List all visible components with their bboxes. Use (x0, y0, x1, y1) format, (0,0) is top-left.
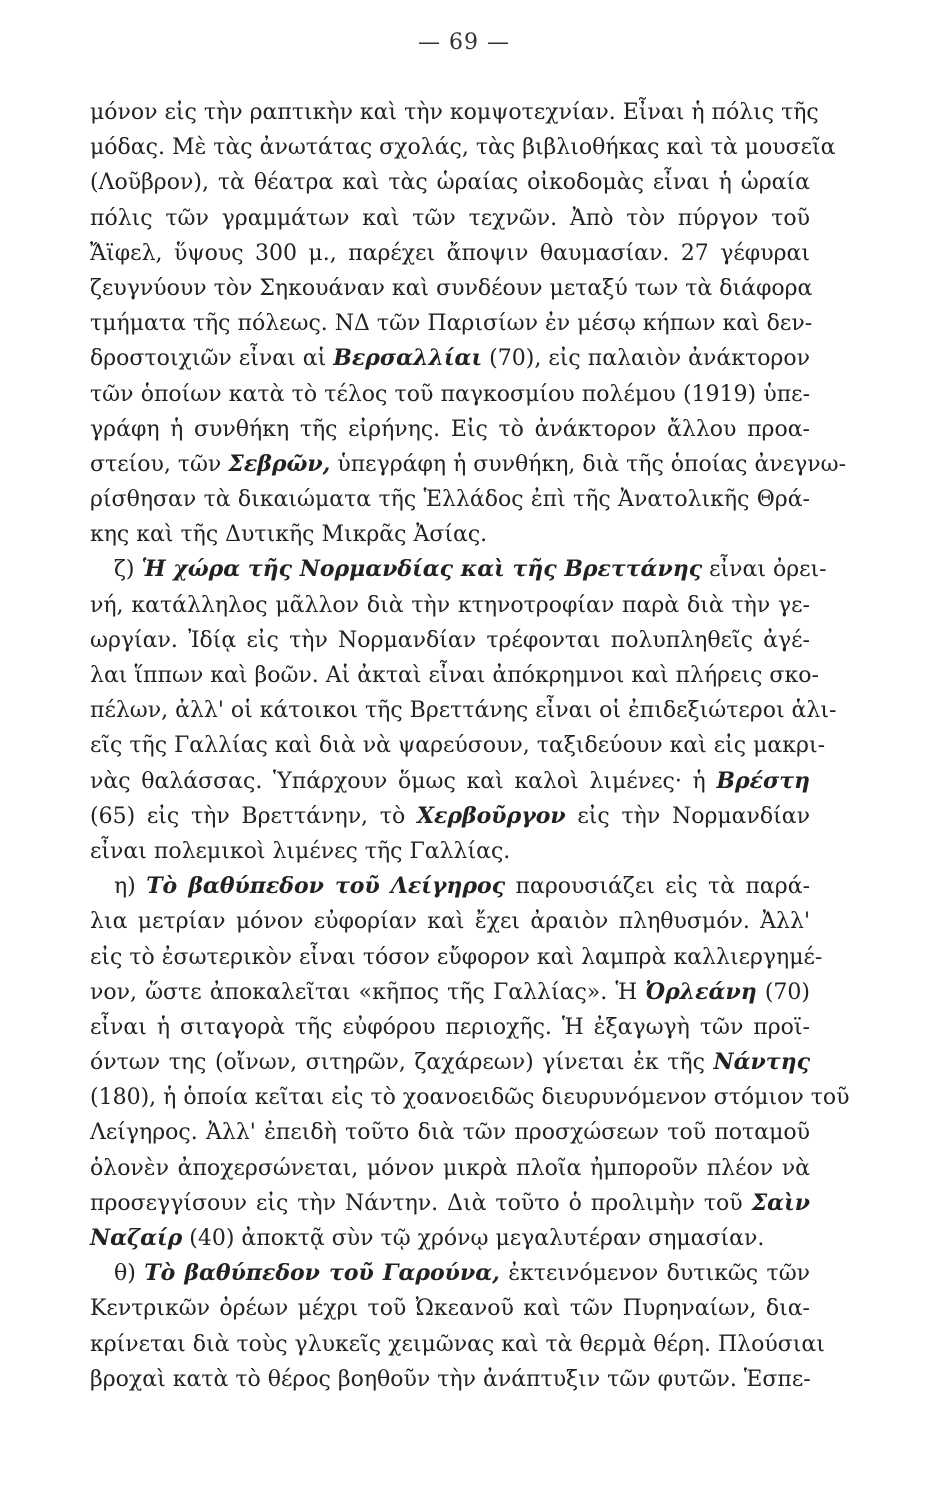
text-line (90, 623, 810, 658)
text-run: (70), εἰς παλαιὸν ἀνάκτορον (482, 346, 810, 372)
text-line (90, 904, 810, 939)
text-line (90, 1291, 810, 1326)
text-run: πέλων, ἀλλ' οἱ κάτοικοι τῆς Βρεττάνης εἶναι οἱ ἐπιδεξιώτεροι ἁλι- (90, 698, 837, 724)
text-run: μόδας. Μὲ τὰς ἀνωτάτας σχολάς, τὰς βιβλιοθήκας καὶ τὰ μουσεῖα (90, 135, 836, 161)
text-run: βροχαὶ κατὰ τὸ θέρος βοηθοῦν τὴν ἀνάπτυξιν τῶν φυτῶν. Ἑσπε- (90, 1366, 811, 1392)
text-line (90, 1256, 810, 1291)
text-run: (Λοῦβρον), τὰ θέατρα καὶ τὰς ὡραίας οἰκοδομὰς εἶναι ἡ ὡραία (90, 170, 810, 196)
text-run: κρίνεται διὰ τοὺς γλυκεῖς χειμῶνας καὶ τὰ θερμὰ θέρη. Πλούσιαι (90, 1331, 825, 1357)
emphasized-term: Τὸ βαθύπεδον τοῦ Λείγηρος (146, 873, 506, 900)
text-line (90, 377, 810, 412)
text-line (90, 165, 810, 200)
text-line (90, 1186, 810, 1221)
text-run: τμήματα τῆς πόλεως. ΝΔ τῶν Παρισίων ἐν μέσῳ κήπων καὶ δεν- (90, 311, 813, 337)
emphasized-term: Βερσαλλίαι (333, 345, 483, 372)
text-run: (65) εἰς τὴν Βρεττάνην, τὸ (90, 803, 417, 829)
emphasized-term: Σεβρῶν, (228, 450, 331, 477)
emphasized-term: Χερβοῦργον (416, 802, 566, 829)
emphasized-term: Ἡ χώρα τῆς Νορμανδίας καὶ τῆς Βρεττάνης (141, 556, 703, 583)
text-run: (40) ἀποκτᾷ σὺν τῷ χρόνῳ μεγαλυτέραν σημασίαν. (182, 1226, 765, 1251)
text-line (90, 764, 810, 799)
text-run: η) (114, 874, 147, 900)
text-run: εἰς τὸ ἐσωτερικὸν εἶναι τόσον εὔφορον καὶ λαμπρὰ καλλιεργημέ- (90, 944, 823, 970)
text-line (90, 1115, 810, 1150)
text-run: εἰς τὴν Νορμανδίαν (565, 803, 811, 829)
text-run: δροστοιχιῶν εἶναι αἱ (90, 346, 334, 372)
text-line (90, 1151, 810, 1186)
text-run: παρουσιάζει εἰς τὰ παρά- (505, 874, 811, 900)
text-run: θ) (114, 1261, 145, 1287)
page-number: — 69 — (418, 30, 510, 55)
text-line (90, 201, 810, 236)
text-line (90, 869, 810, 904)
text-line (90, 1327, 825, 1362)
text-line (90, 341, 810, 376)
text-run: λαι ἵππων καὶ βοῶν. Αἱ ἀκταὶ εἶναι ἀπόκρημνοι καὶ πλήρεις σκο- (90, 663, 819, 688)
text-line (90, 728, 826, 763)
text-line (90, 975, 810, 1010)
text-run: εῖς τῆς Γαλλίας καὶ διὰ νὰ ψαρεύσουν, ταξιδεύουν καὶ εἰς μακρι- (90, 733, 826, 759)
text-line (90, 1221, 810, 1256)
text-line (90, 130, 836, 165)
text-run: ὑπεγράφη ἡ συνθήκη, διὰ τῆς ὁποίας ἀνεγνω- (330, 451, 847, 477)
emphasized-term: Νάντης (713, 1049, 810, 1076)
text-line (90, 1045, 810, 1080)
text-line (90, 517, 810, 552)
text-line (90, 834, 810, 869)
text-line (90, 1080, 850, 1115)
text-run: Κεντρικῶν ὀρέων μέχρι τοῦ Ὠκεανοῦ καὶ τῶν Πυρηναίων, δια- (90, 1296, 810, 1322)
text-run: εἶναι ἡ σιταγορὰ τῆς εὐφόρου περιοχῆς. Ἡ ἐξαγωγὴ τῶν προϊ- (90, 1014, 810, 1040)
emphasized-term: Τὸ βαθύπεδον τοῦ Γαρούνα, (144, 1260, 500, 1287)
text-run: μόνον εἰς τὴν ραπτικὴν καὶ τὴν κομψοτεχνίαν. Εἶναι ἡ πόλις τῆς (90, 100, 819, 125)
text-line (90, 412, 810, 447)
text-run: ρίσθησαν τὰ δικαιώματα τῆς Ἑλλάδος ἐπὶ τῆς Ἀνατολικῆς Θρά- (90, 487, 810, 513)
text-line (90, 658, 819, 693)
emphasized-term: Σαὶν (751, 1189, 810, 1216)
text-run: όντων της (οἴνων, σιτηρῶν, ζαχάρεων) γίνεται ἐκ τῆς (90, 1050, 714, 1076)
text-run: (180), ἡ ὁποία κεῖται εἰς τὸ χοανοειδῶς διευρυνόμενον στόμιον τοῦ (90, 1085, 850, 1111)
emphasized-term: Ναζαίρ (90, 1225, 183, 1251)
text-run: εἶναι πολεμικοὶ λιμένες τῆς Γαλλίας. (90, 838, 511, 864)
text-line (90, 1010, 810, 1045)
text-run: πόλις τῶν γραμμάτων καὶ τῶν τεχνῶν. Ἀπὸ τὸν πύργον τοῦ (90, 205, 810, 231)
text-line (90, 236, 810, 271)
text-run: εἶναι ὀρει- (702, 557, 827, 583)
text-run: νον, ὥστε ἀποκαλεῖται «κῆπος τῆς Γαλλίας». Ἡ (90, 979, 646, 1005)
text-run: Ἄϊφελ, ὕψους 300 μ., παρέχει ἄποψιν θαυμασίαν. 27 γέφυραι (90, 240, 810, 266)
text-run: νή, κατάλληλος μᾶλλον διὰ τὴν κτηνοτροφίαν παρὰ διὰ τὴν γε- (90, 592, 810, 618)
text-line (90, 693, 837, 728)
text-line (90, 306, 813, 341)
text-run: ἐκτεινόμενον δυτικῶς τῶν (499, 1261, 811, 1287)
text-run: λια μετρίαν μόνον εὐφορίαν καὶ ἔχει ἀραιὸν πληθυσμόν. Ἀλλ' (90, 909, 810, 935)
text-line (90, 271, 813, 306)
text-run: ὁλονὲν ἀποχερσώνεται, μόνον μικρὰ πλοῖα ἠμποροῦν πλέον νὰ (90, 1155, 810, 1181)
text-run: νὰς θαλάσσας. Ὑπάρχουν ὅμως καὶ καλοὶ λιμένες· ἡ (90, 768, 717, 794)
text-line (90, 482, 810, 517)
text-line (90, 447, 847, 482)
text-run: γράφη ἡ συνθήκη τῆς εἰρήνης. Εἰς τὸ ἀνάκτορον ἄλλου προα- (90, 416, 810, 442)
text-run: προσεγγίσουν εἰς τὴν Νάντην. Διὰ τοῦτο ὁ προλιμὴν τοῦ (90, 1190, 752, 1216)
text-line (90, 799, 810, 834)
text-run: (70) (756, 979, 810, 1005)
text-run: ζ) (114, 557, 142, 583)
text-run: ωργίαν. Ἰδίᾳ εἰς τὴν Νορμανδίαν τρέφονται πολυπληθεῖς ἀγέ- (90, 627, 810, 653)
body-text (90, 95, 850, 1397)
text-run: Λείγηρος. Ἀλλ' ἐπειδὴ τοῦτο διὰ τῶν προσχώσεων τοῦ ποταμοῦ (90, 1120, 810, 1146)
text-line (90, 588, 810, 623)
emphasized-term: Ὀρλεάνη (645, 978, 757, 1005)
text-line (90, 1362, 810, 1397)
text-line (90, 95, 819, 130)
text-line (90, 940, 823, 975)
text-run: στείου, τῶν (90, 451, 229, 477)
text-run: κης καὶ τῆς Δυτικῆς Μικρᾶς Ἀσίας. (90, 522, 488, 548)
text-run: τῶν ὁποίων κατὰ τὸ τέλος τοῦ παγκοσμίου πολέμου (1919) ὑπε- (90, 381, 810, 407)
emphasized-term: Βρέστη (716, 767, 810, 794)
text-run: ζευγνύουν τὸν Σηκουάναν καὶ συνδέουν μεταξύ των τὰ διάφορα (90, 275, 813, 301)
text-line (90, 552, 827, 587)
